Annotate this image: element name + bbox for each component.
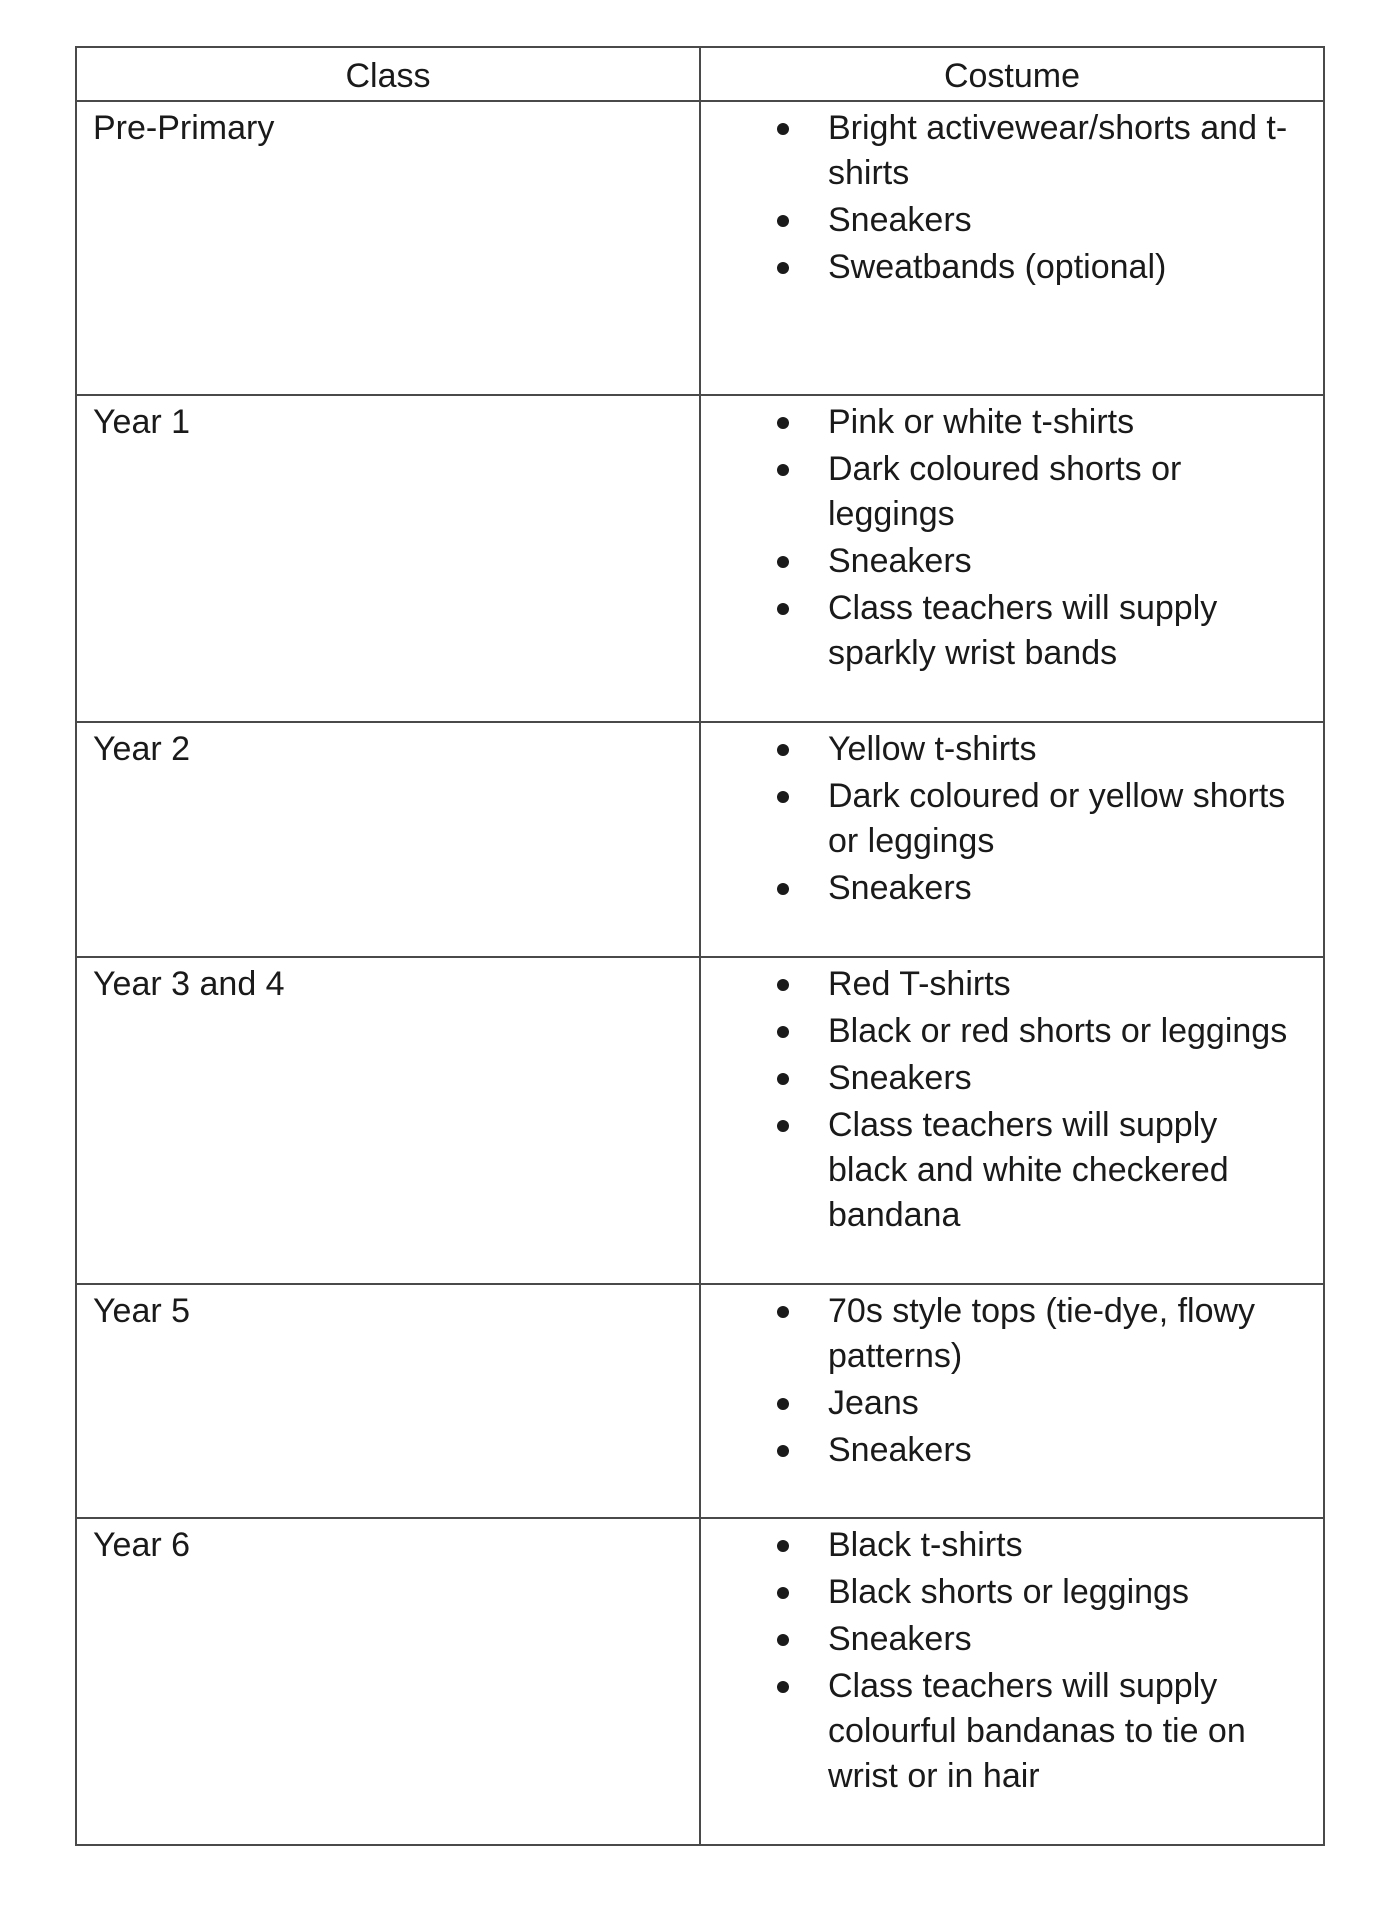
class-cell: Pre-Primary [76, 101, 700, 395]
costume-list-item [701, 774, 1303, 864]
table-row [76, 722, 1324, 957]
costume-list-item [701, 447, 1303, 537]
costume-cell [700, 1518, 1324, 1845]
costume-item-text: 70s style tops (tie-dye, flowy patterns) [828, 1292, 1256, 1375]
costume-list [701, 106, 1303, 290]
table-row [76, 101, 1324, 395]
costume-table [75, 46, 1325, 1846]
bullet-icon [777, 1120, 789, 1132]
bullet-icon [777, 262, 789, 274]
bullet-icon [777, 603, 789, 615]
bullet-icon [777, 1587, 789, 1599]
costume-list-item [701, 1289, 1303, 1379]
costume-list-item [701, 586, 1303, 676]
costume-item-text: Black or red shorts or leggings [828, 1012, 1288, 1050]
bullet-icon [777, 1540, 789, 1552]
costume-item-text: Dark coloured shorts or leggings [828, 450, 1182, 533]
costume-list-item [701, 1428, 1303, 1473]
table-row [76, 1518, 1324, 1845]
table-row [76, 395, 1324, 722]
header-row [76, 47, 1324, 101]
table-row [76, 1284, 1324, 1518]
bullet-icon [777, 883, 789, 895]
table-row [76, 957, 1324, 1284]
costume-list-item [701, 1570, 1303, 1615]
costume-list-item [701, 1056, 1303, 1101]
costume-list-item [701, 1381, 1303, 1426]
costume-list-item [701, 962, 1303, 1007]
costume-list-item [701, 106, 1303, 196]
header-costume: Costume [700, 47, 1324, 101]
costume-list [701, 400, 1303, 676]
costume-item-text: Red T-shirts [828, 965, 1011, 1003]
costume-item-text: Sneakers [828, 1620, 972, 1658]
costume-item-text: Jeans [828, 1384, 919, 1422]
costume-item-text: Sneakers [828, 1059, 972, 1097]
costume-item-text: Dark coloured or yellow shorts or leggings [828, 777, 1286, 860]
bullet-icon [777, 1306, 789, 1318]
costume-cell [700, 722, 1324, 957]
bullet-icon [777, 1681, 789, 1693]
costume-item-text: Class teachers will supply black and white checkered bandana [828, 1106, 1229, 1234]
costume-list-item [701, 1664, 1303, 1799]
costume-item-text: Pink or white t-shirts [828, 403, 1135, 441]
costume-list [701, 1523, 1303, 1799]
costume-list-item [701, 400, 1303, 445]
bullet-icon [777, 215, 789, 227]
costume-list [701, 727, 1303, 911]
costume-cell [700, 101, 1324, 395]
bullet-icon [777, 556, 789, 568]
costume-list-item [701, 727, 1303, 772]
class-cell: Year 2 [76, 722, 700, 957]
costume-item-text: Class teachers will supply colourful bandanas to tie on wrist or in hair [828, 1667, 1246, 1795]
costume-item-text: Bright activewear/shorts and t-shirts [828, 109, 1288, 192]
bullet-icon [777, 123, 789, 135]
costume-item-text: Sneakers [828, 869, 972, 907]
bullet-icon [777, 1026, 789, 1038]
costume-item-text: Sneakers [828, 201, 972, 239]
bullet-icon [777, 1634, 789, 1646]
header-class: Class [76, 47, 700, 101]
costume-list-item [701, 866, 1303, 911]
bullet-icon [777, 1445, 789, 1457]
table-body [76, 101, 1324, 1845]
class-cell: Year 3 and 4 [76, 957, 700, 1284]
costume-list-item [701, 1009, 1303, 1054]
class-cell: Year 6 [76, 1518, 700, 1845]
costume-cell [700, 957, 1324, 1284]
bullet-icon [777, 744, 789, 756]
costume-list-item [701, 245, 1303, 290]
bullet-icon [777, 979, 789, 991]
costume-item-text: Sneakers [828, 1431, 972, 1469]
bullet-icon [777, 1398, 789, 1410]
bullet-icon [777, 1073, 789, 1085]
costume-item-text: Sweatbands (optional) [828, 248, 1167, 286]
bullet-icon [777, 791, 789, 803]
costume-list [701, 1289, 1303, 1473]
costume-item-text: Black shorts or leggings [828, 1573, 1189, 1611]
costume-cell [700, 395, 1324, 722]
costume-list-item [701, 198, 1303, 243]
costume-item-text: Yellow t-shirts [828, 730, 1037, 768]
costume-item-text: Black t-shirts [828, 1526, 1023, 1564]
costume-list-item [701, 1617, 1303, 1662]
costume-item-text: Class teachers will supply sparkly wrist bands [828, 589, 1218, 672]
bullet-icon [777, 417, 789, 429]
costume-cell [700, 1284, 1324, 1518]
costume-list-item [701, 1523, 1303, 1568]
bullet-icon [777, 464, 789, 476]
costume-list-item [701, 539, 1303, 584]
class-cell: Year 5 [76, 1284, 700, 1518]
costume-list [701, 962, 1303, 1238]
costume-list-item [701, 1103, 1303, 1238]
costume-item-text: Sneakers [828, 542, 972, 580]
class-cell: Year 1 [76, 395, 700, 722]
